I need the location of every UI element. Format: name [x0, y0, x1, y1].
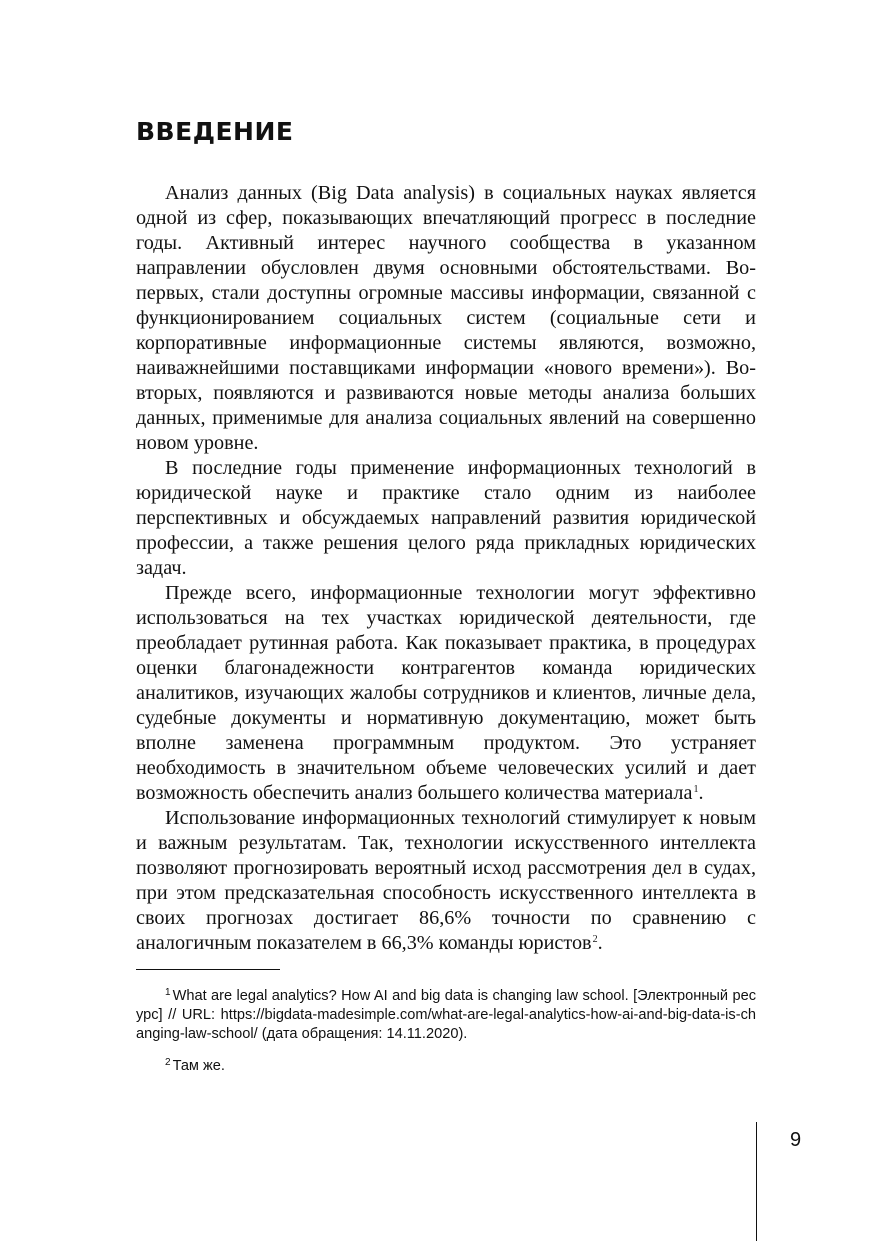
paragraph-3 — [136, 581, 756, 806]
page-number-rule — [756, 1122, 757, 1241]
paragraph-1 — [136, 181, 756, 456]
footnote-mark: 1 — [165, 987, 171, 998]
paragraph-tail: . — [698, 782, 704, 804]
footnote-reference-1[interactable]: 1 — [693, 784, 699, 795]
footnote-mark: 2 — [165, 1057, 171, 1068]
paragraph-text: Прежде всего, информационные технологии могут эффективно использоваться на тех участках юридической деятельности, где преобладает рутинная работа. Как показывает практика, в процедурах оценки благонадежности контрагентов команда юридических аналитиков, изучающих жалобы сотрудников и клиентов, личные дела, судебные документы и нормативную документацию, может быть вполне заменена программным продуктом. Это устраняет необходимость в значительном объеме человеческих усилий и дает возможность обеспечить анализ большего количества материала — [136, 582, 756, 804]
footnote-2 — [136, 1057, 756, 1076]
footnote-1 — [136, 987, 756, 1044]
page-number: 9 — [790, 1129, 802, 1151]
footnote-divider — [136, 969, 280, 970]
paragraph-text: В последние годы применение информационных технологий в юридической науке и практике стало одним из наиболее перспективных и обсуждаемых направлений развития юридической профессии, а также решения целого ряда прикладных юридических задач. — [136, 457, 756, 579]
footnote-text: What are legal analytics? How AI and big data is changing law school. [Электронный ресурс] // URL: https://bigdata-madesimple.com/what-are-legal-analytics-how-ai-and-big-data-is-changing-law-school/ (дата обращения: 14.11.2020). — [136, 988, 756, 1042]
footnotes — [136, 987, 756, 1076]
paragraph-2 — [136, 456, 756, 581]
paragraph-text: Анализ данных (Big Data analysis) в социальных науках является одной из сфер, показывающих впечатляющий прогресс в последние годы. Активный интерес научного сообщества в указанном направлении обусловлен двумя основными обстоятельствами. Во-первых, стали доступны огромные массивы информации, связанной с функционированием социальных систем (социальные сети и корпоративные информационные системы являются, возможно, наиважнейшими поставщиками информации «нового времени»). Во-вторых, появляются и развиваются новые методы анализа больших данных, применимые для анализа социальных явлений на совершенно новом уровне. — [136, 182, 756, 454]
paragraph-text: Использование информационных технологий стимулирует к новым и важным результатам. Так, технологии искусственного интеллекта позволяют прогнозировать вероятный исход рассмотрения дел в судах, при этом предсказательная способность искусственного интеллекта в своих прогнозах достигает 86,6% точности по сравнению с аналогичным показателем в 66,3% команды юристов — [136, 807, 756, 954]
body-text — [136, 181, 756, 956]
footnote-reference-2[interactable]: 2 — [592, 934, 598, 945]
paragraph-4 — [136, 806, 756, 956]
footnote-text: Там же. — [172, 1058, 225, 1074]
chapter-heading: ВВЕДЕНИЕ — [136, 117, 294, 146]
paragraph-tail: . — [597, 932, 603, 954]
